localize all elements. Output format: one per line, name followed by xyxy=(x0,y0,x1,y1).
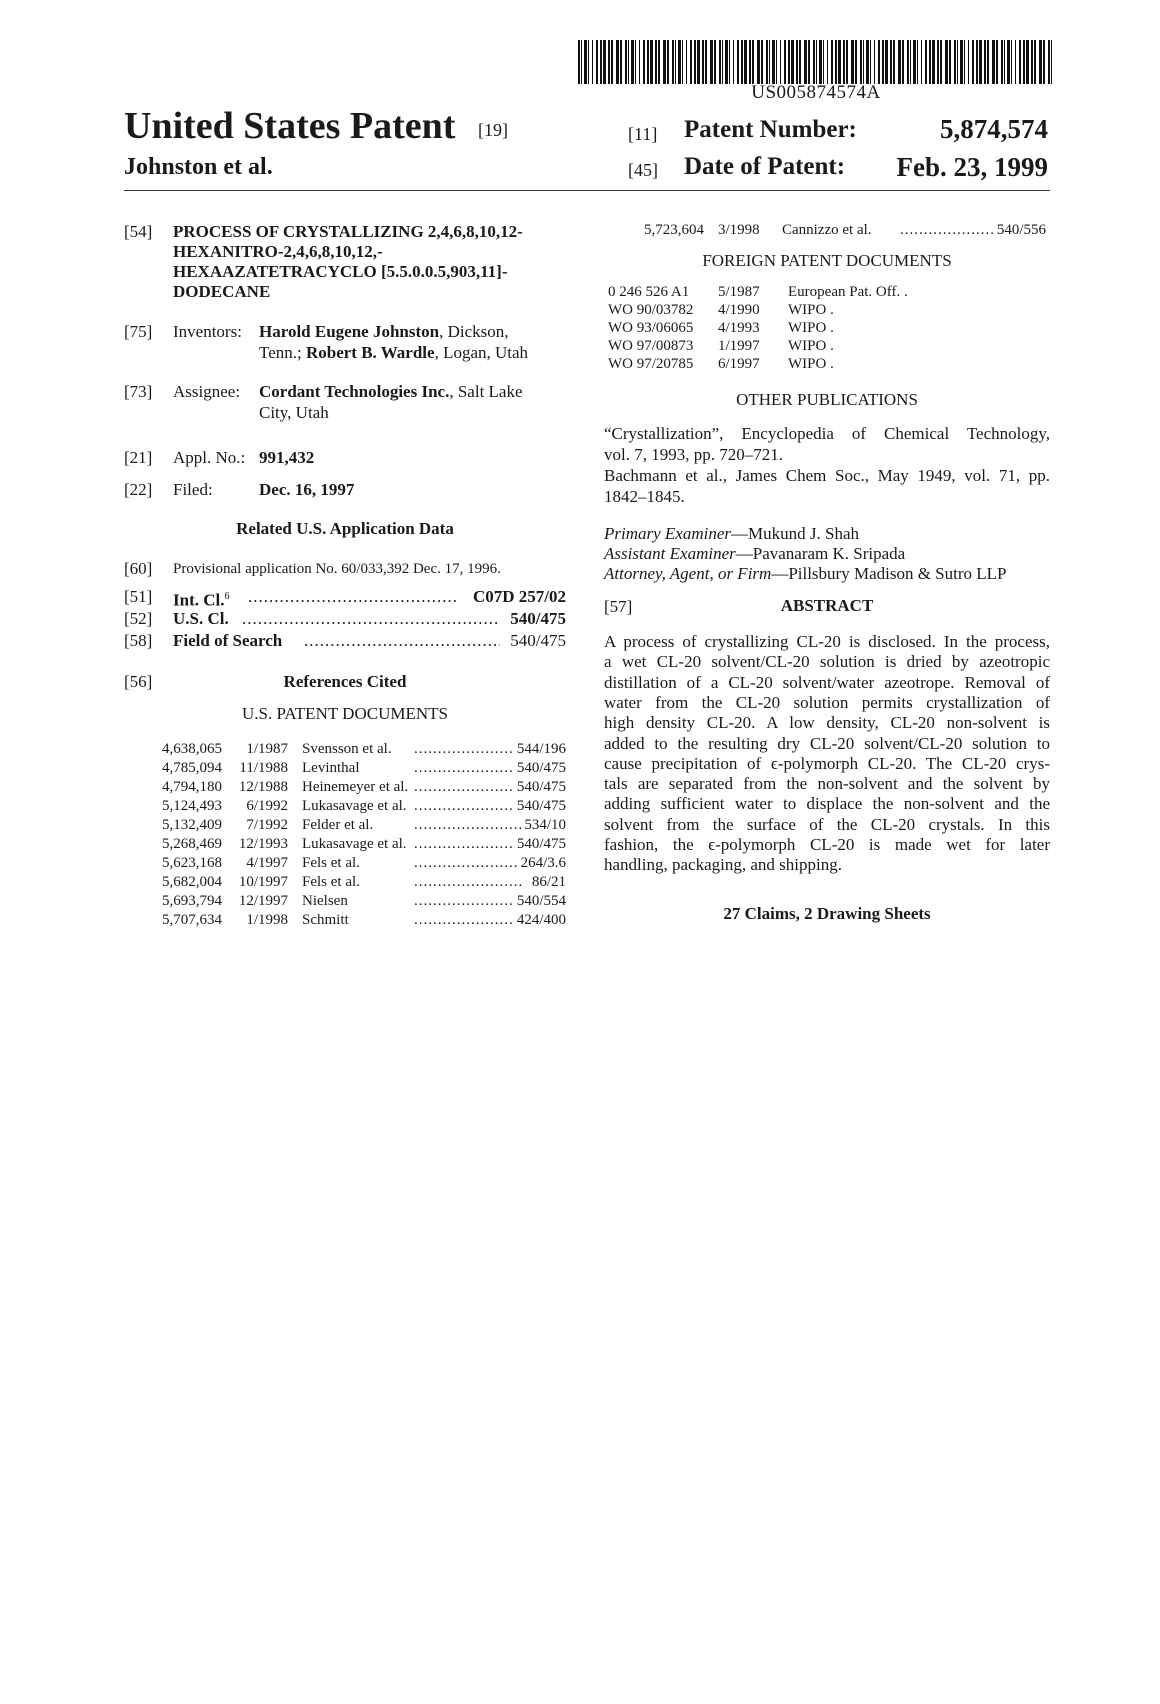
us-cl-value: 540/475 xyxy=(510,609,566,628)
barcode-bar xyxy=(1043,40,1045,84)
barcode-bar xyxy=(819,40,822,84)
publication-1-line-1: “Crystallization”, Encyclopedia of Chemical Technology, xyxy=(604,424,1050,443)
barcode-bar xyxy=(949,40,951,84)
citation-name: Nielsen xyxy=(302,893,348,909)
int-cl-superscript: 6 xyxy=(224,591,230,602)
int-cl-value: C07D 257/02 xyxy=(472,587,566,606)
barcode-bar xyxy=(976,40,978,84)
citation-row xyxy=(124,740,566,758)
barcode-bar xyxy=(725,40,728,84)
barcode-bar xyxy=(968,40,969,84)
barcode-bar xyxy=(714,40,716,84)
barcode-bar xyxy=(984,40,986,84)
barcode-bar xyxy=(702,40,704,84)
abstract-line: fashion, the ϵ-polymorph CL-20 is made wet for later xyxy=(604,835,1050,854)
citation-class: 540/475 xyxy=(514,778,566,796)
title-field-code: [54] xyxy=(124,222,153,241)
references-heading: References Cited xyxy=(283,672,407,691)
foreign-citation-office: WIPO . xyxy=(788,302,834,318)
barcode-bar xyxy=(957,40,958,84)
dot-leader xyxy=(414,873,524,891)
abstract-line: tals are separated from the non-solvent and the solvent by xyxy=(604,774,1050,794)
citation-number: 5,707,634 xyxy=(162,912,222,928)
barcode-bar xyxy=(690,40,692,84)
foreign-docs-heading: FOREIGN PATENT DOCUMENTS xyxy=(702,251,952,270)
barcode-bar xyxy=(987,40,989,84)
dot-leader xyxy=(248,586,456,608)
inventor-location: , Logan, Utah xyxy=(434,343,529,362)
barcode-bar xyxy=(643,40,645,84)
barcode-bar xyxy=(616,40,619,84)
barcode-bar xyxy=(921,40,922,84)
barcode-bar xyxy=(843,40,845,84)
citation-number: 4,638,065 xyxy=(162,741,222,757)
abstract-line: A process of crystallizing CL-20 is disclosed. In the process, xyxy=(604,632,1050,651)
inventors-code: [75] xyxy=(124,322,153,341)
citation-row xyxy=(604,221,1046,239)
citation-number: 5,723,604 xyxy=(644,222,704,238)
inventor-location: Tenn.; xyxy=(259,343,306,362)
abstract-line: added to the resulting dry CL-20 solvent/CL-20 solution to xyxy=(604,733,1050,753)
barcode-bar xyxy=(647,40,649,84)
barcode-bar xyxy=(929,40,931,84)
authors: Johnston et al. xyxy=(124,154,273,180)
barcode-bar xyxy=(1051,40,1052,84)
dot-leader xyxy=(414,911,524,929)
barcode-bar xyxy=(1026,40,1029,84)
barcode-bar xyxy=(846,40,848,84)
barcode-bar xyxy=(913,40,916,84)
citation-date: 1/1998 xyxy=(246,912,288,928)
attorney-agent xyxy=(604,564,1007,584)
us-cl-row xyxy=(124,608,566,630)
barcode-bar xyxy=(831,40,833,84)
references-code: [56] xyxy=(124,672,153,691)
citation-date: 10/1997 xyxy=(238,874,288,890)
citation-class: 540/475 xyxy=(514,835,566,853)
claims-summary: 27 Claims, 2 Drawing Sheets xyxy=(723,904,931,923)
citation-class: 540/475 xyxy=(514,797,566,815)
patent-number-code: [11] xyxy=(628,124,658,144)
dot-leader xyxy=(414,778,524,796)
barcode-bar xyxy=(697,40,700,84)
dot-leader xyxy=(414,740,524,758)
barcode-bar xyxy=(902,40,904,84)
barcode-bar xyxy=(705,40,707,84)
abstract-line: water from the CL-20 solution permits crystallization of xyxy=(604,692,1050,712)
foreign-citation-date: 6/1997 xyxy=(718,356,760,372)
barcode-bar xyxy=(937,40,939,84)
barcode-number: US005874574A xyxy=(751,82,881,103)
citation-date: 12/1997 xyxy=(238,893,288,909)
primary-examiner-label: Primary Examiner xyxy=(604,524,732,543)
barcode-bar xyxy=(592,40,593,84)
barcode-bar xyxy=(761,40,763,84)
barcode-bar xyxy=(851,40,854,84)
provisional-text: Provisional application No. 60/033,392 Dec. 17, 1996. xyxy=(173,561,501,577)
int-cl-row xyxy=(124,586,566,608)
barcode-bar xyxy=(733,40,734,84)
abstract-heading: ABSTRACT xyxy=(780,596,874,615)
barcode-bar xyxy=(1023,40,1025,84)
citation-name: Felder et al. xyxy=(302,817,374,833)
invention-title xyxy=(173,222,523,302)
barcode-bar xyxy=(827,40,828,84)
field-of-search-row xyxy=(124,630,566,652)
barcode-bar xyxy=(1039,40,1042,84)
citation-number: 5,132,409 xyxy=(162,817,222,833)
citation-number: 4,785,094 xyxy=(162,760,222,776)
barcode-bar xyxy=(772,40,775,84)
barcode-bar xyxy=(823,40,824,84)
citation-name: Fels et al. xyxy=(302,874,360,890)
citation-class: 540/475 xyxy=(514,759,566,777)
barcode-bar xyxy=(874,40,875,84)
citation-name: Heinemeyer et al. xyxy=(302,779,409,795)
barcode-image xyxy=(578,40,1054,84)
publication-1-line-2: vol. 7, 1993, pp. 720–721. xyxy=(604,445,783,464)
barcode-bar xyxy=(860,40,862,84)
citation-class: 424/400 xyxy=(514,911,566,929)
attorney-name: —Pillsbury Madison & Sutro LLP xyxy=(771,564,1007,583)
barcode-bar xyxy=(863,40,864,84)
dot-leader xyxy=(414,854,524,872)
abstract-line: handling, packaging, and shipping. xyxy=(604,855,842,875)
field-of-search-label: Field of Search xyxy=(173,631,283,650)
citation-date: 12/1988 xyxy=(238,779,288,795)
citation-class: 86/21 xyxy=(529,873,566,891)
abstract-line: a wet CL-20 solvent/CL-20 solution is dried by azeotropic xyxy=(604,652,1050,672)
abstract-line: solvent from the surface of the CL-20 crystals. In this xyxy=(604,814,1050,834)
abstract-line: adding sufficient water to displace the non-solvent and the xyxy=(604,794,1050,814)
dot-leader xyxy=(900,221,1000,239)
dot-leader xyxy=(414,816,524,834)
barcode-bar xyxy=(603,40,606,84)
citation-row xyxy=(124,892,566,910)
barcode-bar xyxy=(686,40,687,84)
barcode-bar xyxy=(954,40,956,84)
field-of-search-code: [58] xyxy=(124,631,153,650)
barcode-bar xyxy=(776,40,777,84)
barcode-bar xyxy=(757,40,760,84)
barcode-bar xyxy=(650,40,653,84)
barcode-bar xyxy=(581,40,582,84)
citation-name: Fels et al. xyxy=(302,855,360,871)
citation-number: 4,794,180 xyxy=(162,779,222,795)
barcode-bar xyxy=(658,40,660,84)
barcode-bar xyxy=(737,40,739,84)
appl-number: 991,432 xyxy=(259,448,315,467)
invention-title-line: DODECANE xyxy=(173,282,271,301)
barcode-bar xyxy=(996,40,998,84)
citation-class: 264/3.6 xyxy=(518,854,566,872)
inventors-line-2 xyxy=(259,343,528,363)
citation-date: 1/1987 xyxy=(246,741,288,757)
assignee-line-1 xyxy=(259,382,523,402)
citation-name: Levinthal xyxy=(302,760,360,776)
barcode-bar xyxy=(799,40,801,84)
filed-code: [22] xyxy=(124,480,153,499)
barcode-bar xyxy=(678,40,681,84)
barcode-bar xyxy=(1004,40,1005,84)
barcode-bar xyxy=(992,40,995,84)
barcode-bar xyxy=(749,40,751,84)
assignee-label: Assignee: xyxy=(173,382,241,401)
foreign-citation-number: 0 246 526 A1 xyxy=(608,284,690,300)
barcode-bar xyxy=(870,40,871,84)
patent-number: 5,874,574 xyxy=(940,114,1048,144)
dot-leader xyxy=(242,608,498,630)
barcode-bar xyxy=(1001,40,1003,84)
citation-row xyxy=(124,816,566,834)
barcode-bar xyxy=(611,40,613,84)
foreign-citation-office: European Pat. Off. . xyxy=(788,284,908,300)
patent-title-heading: United States Patent xyxy=(124,105,456,147)
assistant-examiner-name: —Pavanaram K. Sripada xyxy=(735,544,906,563)
barcode-bar xyxy=(804,40,807,84)
date-of-patent: Feb. 23, 1999 xyxy=(896,152,1048,182)
inventors-line-1 xyxy=(259,322,509,342)
field-of-search-value: 540/475 xyxy=(510,631,566,650)
barcode-bar xyxy=(932,40,935,84)
barcode-bar xyxy=(766,40,768,84)
barcode-bar xyxy=(907,40,909,84)
barcode-bar xyxy=(1031,40,1033,84)
inventor-name: Robert B. Wardle xyxy=(305,343,435,362)
barcode-bar xyxy=(752,40,754,84)
barcode-bar xyxy=(816,40,817,84)
title-code: [19] xyxy=(478,120,508,140)
barcode-bar xyxy=(796,40,798,84)
citation-name: Cannizzo et al. xyxy=(782,222,872,238)
citation-row xyxy=(124,797,566,815)
barcode-bar xyxy=(910,40,911,84)
barcode-bar xyxy=(741,40,743,84)
citation-date: 3/1998 xyxy=(718,222,760,238)
citation-row xyxy=(124,835,566,853)
citation-date: 6/1992 xyxy=(246,798,288,814)
barcode-bar xyxy=(972,40,974,84)
assignee-code: [73] xyxy=(124,382,153,401)
barcode-bar xyxy=(890,40,892,84)
citation-number: 5,268,469 xyxy=(162,836,222,852)
abstract-line: high density CL-20. A low density, CL-20 non-solvent is xyxy=(604,713,1050,733)
assignee-line-2: City, Utah xyxy=(259,403,329,422)
barcode-bar xyxy=(719,40,721,84)
barcode-bar xyxy=(1015,40,1016,84)
int-cl-label-text: Int. Cl. xyxy=(173,590,225,610)
barcode-bar xyxy=(791,40,794,84)
barcode-bar xyxy=(639,40,640,84)
citation-row xyxy=(124,759,566,777)
dot-leader xyxy=(414,797,524,815)
barcode-bar xyxy=(578,40,580,84)
citation-name: Schmitt xyxy=(302,912,349,928)
barcode-bar xyxy=(893,40,895,84)
foreign-citation-number: WO 90/03782 xyxy=(608,302,694,318)
citation-class: 534/10 xyxy=(521,816,566,834)
barcode-bar xyxy=(1019,40,1021,84)
barcode-bar xyxy=(675,40,676,84)
dot-leader xyxy=(414,759,524,777)
barcode-bar xyxy=(667,40,669,84)
foreign-citation-number: WO 93/06065 xyxy=(608,320,694,336)
other-publications-heading: OTHER PUBLICATIONS xyxy=(736,390,918,409)
barcode-bar xyxy=(588,40,589,84)
abstract-code: [57] xyxy=(604,597,633,616)
barcode-bar xyxy=(1034,40,1036,84)
citation-date: 4/1997 xyxy=(246,855,288,871)
barcode-bar xyxy=(635,40,636,84)
assignee-name: Cordant Technologies Inc. xyxy=(259,382,450,401)
citation-class: 540/554 xyxy=(514,892,566,910)
primary-examiner xyxy=(604,524,859,544)
header-divider xyxy=(124,190,1050,191)
citation-row xyxy=(124,854,566,872)
barcode-bar xyxy=(885,40,888,84)
barcode-bar xyxy=(655,40,657,84)
citation-number: 5,682,004 xyxy=(162,874,222,890)
barcode-bar xyxy=(600,40,602,84)
barcode-bar xyxy=(808,40,810,84)
barcode-bar xyxy=(625,40,627,84)
barcode-bar xyxy=(838,40,841,84)
barcode-bar xyxy=(788,40,790,84)
barcode-bar xyxy=(1048,40,1050,84)
date-of-patent-label: Date of Patent: xyxy=(684,153,846,180)
barcode-bar xyxy=(620,40,622,84)
appl-code: [21] xyxy=(124,448,153,467)
citation-date: 7/1992 xyxy=(246,817,288,833)
citation-row xyxy=(124,778,566,796)
barcode-bar xyxy=(663,40,666,84)
publication-2-line-2: 1842–1845. xyxy=(604,487,685,506)
barcode-bar xyxy=(596,40,598,84)
barcode-bar xyxy=(855,40,857,84)
dot-leader xyxy=(414,835,524,853)
foreign-citation-office: WIPO . xyxy=(788,356,834,372)
barcode-bar xyxy=(940,40,942,84)
assistant-examiner-label: Assistant Examiner xyxy=(604,544,736,563)
citation-number: 5,124,493 xyxy=(162,798,222,814)
barcode-bar xyxy=(608,40,610,84)
barcode-bar xyxy=(979,40,982,84)
barcode-bar xyxy=(1011,40,1012,84)
barcode-bar xyxy=(780,40,781,84)
barcode-bar xyxy=(964,40,965,84)
publication-2-line-1: Bachmann et al., James Chem Soc., May 1949, vol. 71, pp. xyxy=(604,466,1050,485)
barcode-bar xyxy=(631,40,634,84)
attorney-label: Attorney, Agent, or Firm xyxy=(604,564,772,583)
barcode-bar xyxy=(866,40,869,84)
assignee-location: , Salt Lake xyxy=(449,382,523,401)
provisional-code: [60] xyxy=(124,559,153,578)
assistant-examiner xyxy=(604,544,905,564)
int-cl-code: [51] xyxy=(124,587,153,606)
citation-class: 544/196 xyxy=(514,740,566,758)
citation-number: 5,623,168 xyxy=(162,855,222,871)
barcode-bar xyxy=(729,40,730,84)
citation-name: Svensson et al. xyxy=(302,741,392,757)
foreign-citation-date: 5/1987 xyxy=(718,284,760,300)
foreign-citation-office: WIPO . xyxy=(788,338,834,354)
abstract-line: distillation of a CL-20 solvent/water azeotrope. Removal of xyxy=(604,672,1050,692)
barcode-bar xyxy=(945,40,948,84)
foreign-citation-number: WO 97/20785 xyxy=(608,356,694,372)
us-patent-documents-heading: U.S. PATENT DOCUMENTS xyxy=(242,704,448,723)
foreign-citation-date: 4/1993 xyxy=(718,320,760,336)
barcode-bar xyxy=(878,40,880,84)
barcode-bar xyxy=(1007,40,1010,84)
appl-label: Appl. No.: xyxy=(173,448,246,467)
abstract-line: cause precipitation of ϵ-polymorph CL-20. The CL-20 crys- xyxy=(604,753,1050,773)
us-cl-code: [52] xyxy=(124,609,153,628)
barcode-bar xyxy=(682,40,683,84)
barcode-bar xyxy=(769,40,770,84)
citation-name: Lukasavage et al. xyxy=(302,798,407,814)
barcode-bar xyxy=(722,40,723,84)
related-data-heading: Related U.S. Application Data xyxy=(236,519,454,538)
citation-name: Lukasavage et al. xyxy=(302,836,407,852)
barcode-bar xyxy=(584,40,587,84)
citation-row xyxy=(124,911,566,929)
barcode-bar xyxy=(628,40,629,84)
citation-date: 11/1988 xyxy=(239,760,288,776)
primary-examiner-name: —Mukund J. Shah xyxy=(731,524,859,543)
citation-row xyxy=(124,873,566,891)
inventors-label: Inventors: xyxy=(173,322,242,341)
foreign-citation-date: 1/1997 xyxy=(718,338,760,354)
barcode-bar xyxy=(813,40,815,84)
foreign-citation-date: 4/1990 xyxy=(718,302,760,318)
barcode-bar xyxy=(744,40,747,84)
citation-class: 540/556 xyxy=(994,221,1046,239)
patent-number-label: Patent Number: xyxy=(684,116,857,143)
barcode-bar xyxy=(784,40,786,84)
invention-title-line: PROCESS OF CRYSTALLIZING 2,4,6,8,10,12- xyxy=(173,222,523,241)
citation-number: 5,693,794 xyxy=(162,893,222,909)
barcode-bar xyxy=(710,40,713,84)
barcode-bar xyxy=(694,40,696,84)
barcode-bar xyxy=(672,40,674,84)
invention-title-line: HEXANITRO-2,4,6,8,10,12,- xyxy=(173,242,383,261)
dot-leader xyxy=(304,630,500,652)
barcode-bar xyxy=(898,40,901,84)
barcode-bar xyxy=(960,40,963,84)
citation-date: 12/1993 xyxy=(238,836,288,852)
filed-label: Filed: xyxy=(173,480,213,499)
inventor-location: , Dickson, xyxy=(439,322,509,341)
inventor-name: Harold Eugene Johnston xyxy=(259,322,440,341)
barcode-bar xyxy=(882,40,884,84)
barcode-bar xyxy=(917,40,918,84)
dot-leader xyxy=(414,892,524,910)
barcode-bar xyxy=(835,40,837,84)
filed-date: Dec. 16, 1997 xyxy=(259,480,355,499)
foreign-citation-office: WIPO . xyxy=(788,320,834,336)
us-cl-label: U.S. Cl. xyxy=(173,609,229,628)
invention-title-line: HEXAAZATETRACYCLO [5.5.0.0.5,903,11]- xyxy=(173,262,508,281)
barcode-bar xyxy=(925,40,927,84)
foreign-citation-number: WO 97/00873 xyxy=(608,338,694,354)
date-code: [45] xyxy=(628,160,658,180)
